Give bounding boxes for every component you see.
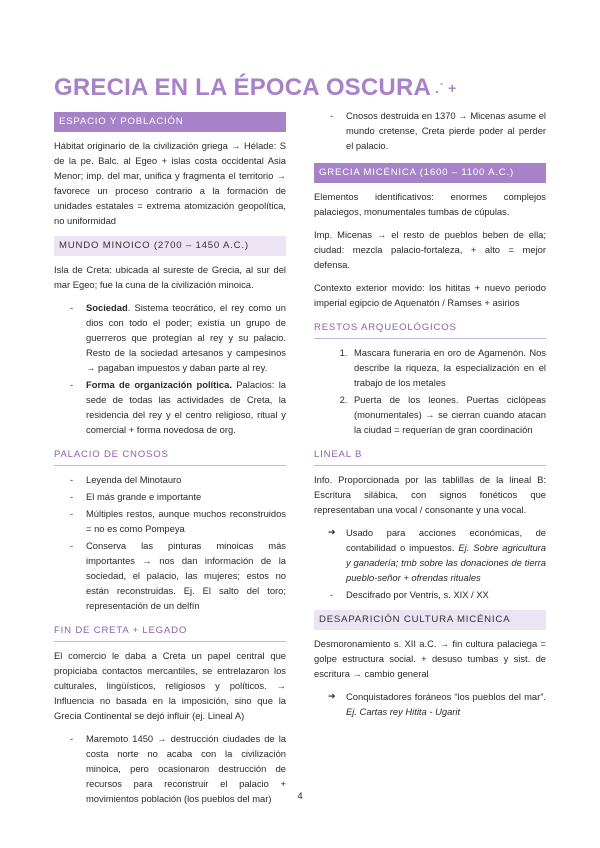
list-item: - Múltiples restos, aunque muchos reconstruidos = no es como Pompeya	[86, 506, 286, 536]
restos-list	[314, 345, 546, 437]
fin-creta-list-continued	[314, 108, 546, 153]
list-item: - Cnosos destruida en 1370 → Micenas asume el mundo cretense, Creta pierde poder al perder el palacio.	[346, 108, 546, 153]
list-item: - Descifrado por Ventris, s. XIX / XX	[346, 587, 546, 602]
list-item: - Forma de organización política. Palacios: la sede de todas las actividades de Creta, la residencia del rey y el centro religioso, ritual y comercial + forma novedosa de org.	[86, 377, 286, 437]
heading-desaparicion: DESAPARICIÓN CULTURA MICÉNICA	[314, 610, 546, 630]
minoico-list	[54, 300, 286, 437]
micenica-p3: Contexto exterior movido: los hititas + nuevo periodo imperial egipcio de Aquenatón / Ramses + asirios	[314, 282, 546, 308]
list-item: 1. Mascara funeraria en oro de Agamenón. Nos describe la riqueza, la especialización en el trabajo de los metales	[350, 345, 546, 390]
fin-creta-text: El comercio le daba a Creta un papel central que propiciaba contactos mercantiles, se entrelazaron los culturales, lingüísticos, religiosos y políticos. → Influencia no basada en la imposición, sino que la Grecia Continental se dejó influir (ej. Lineal A)	[54, 650, 286, 721]
micenica-p1: Elementos identificativos: enormes complejos palaciegos, monumentales tumbas de cúpulas.	[314, 191, 546, 217]
desaparicion-list	[314, 689, 546, 719]
minoico-intro: Isla de Creta: ubicada al sureste de Grecia, al sur del mar Egeo; fue la cuna de la civilización minoica.	[54, 264, 286, 290]
list-item: - Leyenda del Minotauro	[86, 472, 286, 487]
micenica-p2: Imp. Micenas → el resto de pueblos beben de ella; ciudad: mezcla palacio-fortaleza, + alto = mejor defensa.	[314, 229, 546, 270]
list-item: - Maremoto 1450 → destrucción ciudades de la costa norte no acaba con la civilización minoica, pero ocasionaron destrucción de recursos para reconstruir el palacio + movimientos población (los pueblos del mar)	[86, 731, 286, 806]
heading-micenica: GRECIA MICÉNICA (1600 – 1100 A.C.)	[314, 163, 546, 183]
page-number: 4	[297, 791, 303, 802]
espacio-text: Hábitat originario de la civilización griega → Hélade: S de la pe. Balc. al Egeo + islas costa occidental Asia Menor; imp. del mar, unifica y fragmenta el territorio → favorece un proceso contrario a la formación de unidades estatales = extrema atomización geopolítica, no uniformidad	[54, 140, 286, 226]
title-decoration: .˙ +	[435, 80, 457, 96]
list-item: ➔ Usado para acciones económicas, de contabilidad o impuestos. Ej. Sobre agricultura y ganadería; tmb sobre las donaciones de tierra pueblo-señor + ofrendas rituales	[346, 525, 546, 585]
list-item: ➔ Conquistadores foráneos “los pueblos del mar”. Ej. Cartas rey Hitita - Ugarit	[346, 689, 546, 719]
list-item: - Conserva las pinturas minoicas más importantes → nos dan información de la sociedad, el palacio, las mujeres; estos no están reconstruidas. Ej. El salto del toro; representación de un delfín	[86, 538, 286, 613]
lineal-b-text: Info. Proporcionada por las tablillas de la lineal B: Escritura silábica, con signos fonéticos que representaban una vocal / consonante y una vocal.	[314, 474, 546, 515]
cnosos-list	[54, 472, 286, 613]
list-item: 2. Puerta de los leones. Puertas ciclópeas (monumentales) → se cierran cuando atacan la ciudad = requerían de gran coordinación	[350, 392, 546, 437]
right-column	[314, 108, 546, 727]
heading-lineal-b: LINEAL B	[314, 445, 546, 466]
heading-fin-creta: FIN DE CRETA + LEGADO	[54, 621, 286, 642]
lineal-b-list	[314, 525, 546, 602]
heading-minoico: MUNDO MINOICO (2700 – 1450 A.C.)	[54, 236, 286, 256]
heading-espacio: ESPACIO Y POBLACIÓN	[54, 112, 286, 132]
list-item: - El más grande e importante	[86, 489, 286, 504]
heading-cnosos: PALACIO DE CNOSOS	[54, 445, 286, 466]
desaparicion-text: Desmoronamiento s. XII a.C. → fin cultura palaciega = golpe estructura social. + desuso tumbas y sist. de escritura → cambio general	[314, 638, 546, 679]
heading-restos: RESTOS ARQUEOLÓGICOS	[314, 318, 546, 339]
left-column	[54, 112, 286, 814]
list-item: - Sociedad. Sistema teocrático, el rey como un dios con todo el poder; existía un grupo de guerreros que protegían al rey y su palacio. Resto de la sociedad artesanos y campesinos → pagaban impuestos y daban parte al rey.	[86, 300, 286, 375]
page-title: GRECIA EN LA ÉPOCA OSCURA .˙ +	[54, 74, 457, 101]
